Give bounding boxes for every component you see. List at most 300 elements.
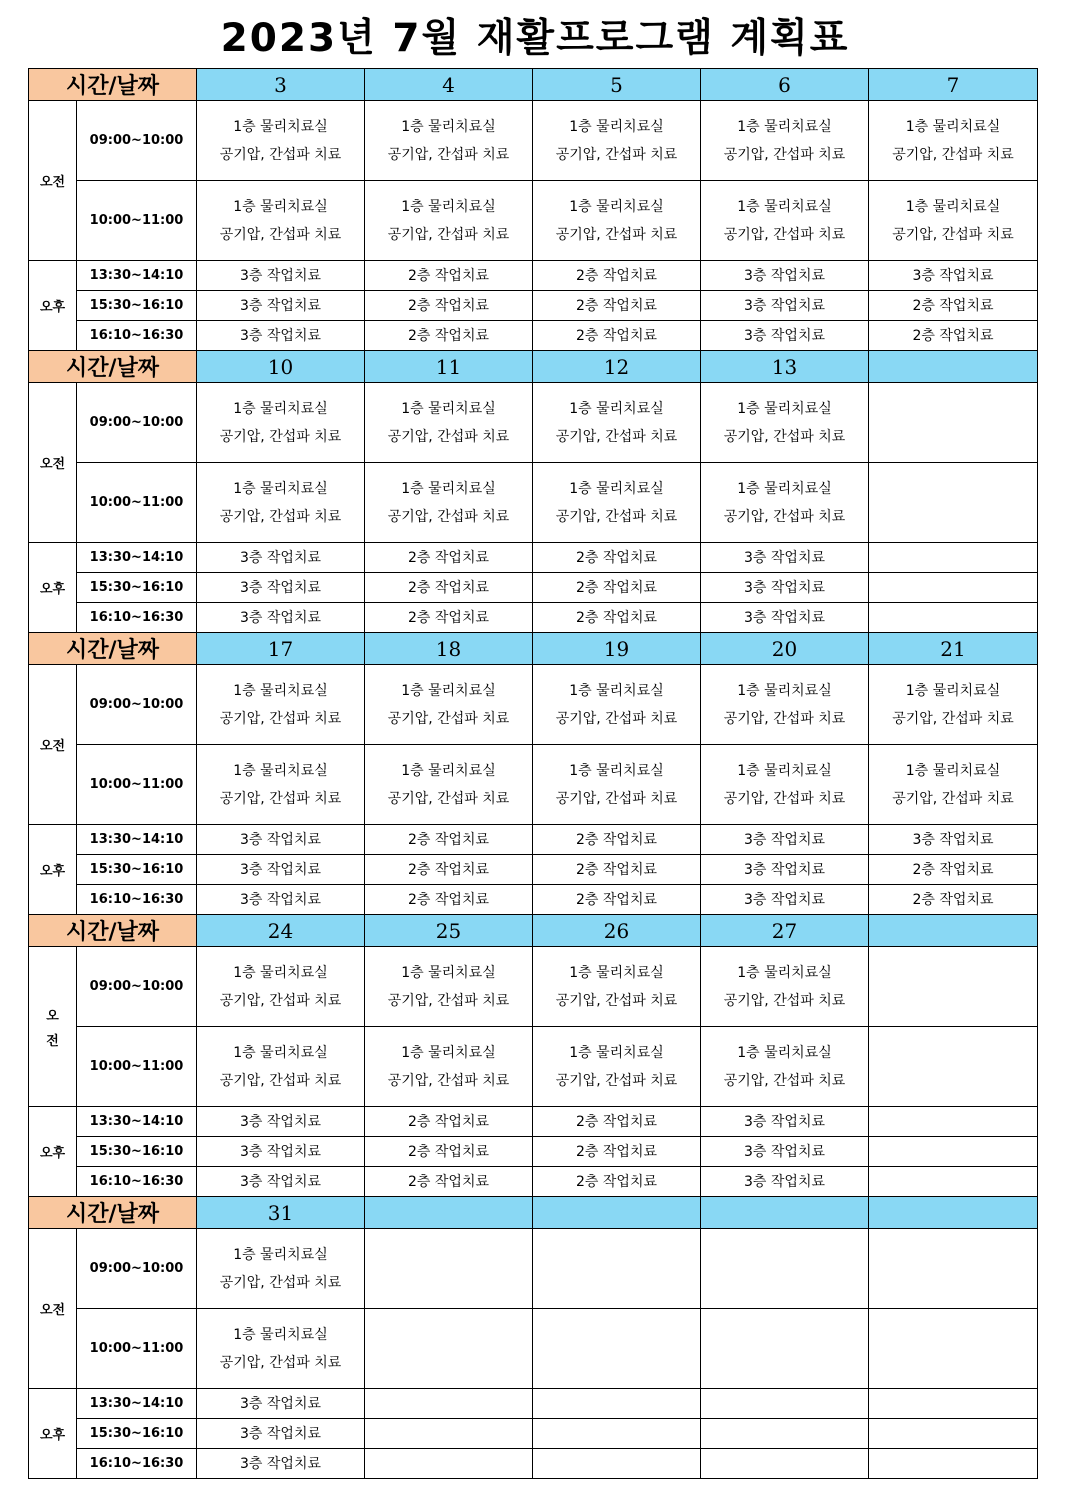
program-treatment: 공기압, 간섭파 치료 — [723, 1072, 846, 1089]
time-slot: 10:00~11:00 — [77, 1027, 197, 1107]
program-location: 1층 물리치료실 — [569, 480, 664, 497]
program-cell — [701, 181, 869, 261]
program-cell — [533, 1027, 701, 1107]
program-cell — [869, 573, 1038, 603]
program-treatment: 공기압, 간섭파 치료 — [387, 1072, 510, 1089]
program-cell — [533, 1389, 701, 1419]
program-cell: 3층 작업치료 — [701, 1167, 869, 1197]
program-cell: 3층 작업치료 — [197, 603, 365, 633]
afternoon-row — [29, 603, 1038, 633]
date-cell: 10 — [197, 351, 365, 383]
date-cell: 17 — [197, 633, 365, 665]
program-cell — [869, 1419, 1038, 1449]
program-cell — [365, 181, 533, 261]
program-location: 1층 물리치료실 — [401, 480, 496, 497]
week-header-row — [29, 915, 1038, 947]
program-cell: 2층 작업치료 — [533, 855, 701, 885]
program-cell — [869, 1027, 1038, 1107]
program-location: 1층 물리치료실 — [569, 400, 664, 417]
program-cell: 3층 작업치료 — [197, 885, 365, 915]
program-cell: 3층 작업치료 — [701, 825, 869, 855]
period-morning — [29, 383, 77, 543]
program-treatment: 공기압, 간섭파 치료 — [387, 790, 510, 807]
afternoon-row — [29, 1389, 1038, 1419]
afternoon-row — [29, 855, 1038, 885]
date-cell — [869, 1197, 1038, 1229]
time-slot: 13:30~14:10 — [77, 1107, 197, 1137]
time-slot: 09:00~10:00 — [77, 665, 197, 745]
morning-row — [29, 947, 1038, 1027]
program-cell — [365, 947, 533, 1027]
time-slot: 15:30~16:10 — [77, 573, 197, 603]
date-cell: 20 — [701, 633, 869, 665]
program-cell — [197, 665, 365, 745]
program-location: 1층 물리치료실 — [401, 118, 496, 135]
program-cell — [701, 947, 869, 1027]
schedule-table — [28, 68, 1038, 1479]
program-treatment: 공기압, 간섭파 치료 — [555, 508, 678, 525]
date-cell: 7 — [869, 69, 1038, 101]
afternoon-row — [29, 1107, 1038, 1137]
date-cell — [869, 351, 1038, 383]
program-location: 1층 물리치료실 — [569, 762, 664, 779]
program-cell: 3층 작업치료 — [701, 1137, 869, 1167]
time-slot: 09:00~10:00 — [77, 947, 197, 1027]
program-treatment: 공기압, 간섭파 치료 — [555, 710, 678, 727]
time-slot: 10:00~11:00 — [77, 745, 197, 825]
program-treatment: 공기압, 간섭파 치료 — [387, 146, 510, 163]
date-cell: 4 — [365, 69, 533, 101]
program-location: 1층 물리치료실 — [233, 682, 328, 699]
time-slot: 13:30~14:10 — [77, 825, 197, 855]
program-cell: 3층 작업치료 — [197, 291, 365, 321]
period-morning-label: 오전 — [39, 457, 66, 472]
program-cell: 2층 작업치료 — [533, 825, 701, 855]
program-cell: 3층 작업치료 — [197, 321, 365, 351]
program-cell — [365, 463, 533, 543]
date-cell: 13 — [701, 351, 869, 383]
afternoon-row — [29, 543, 1038, 573]
program-location: 1층 물리치료실 — [737, 198, 832, 215]
program-cell: 2층 작업치료 — [869, 321, 1038, 351]
program-treatment: 공기압, 간섭파 치료 — [723, 790, 846, 807]
program-cell: 3층 작업치료 — [197, 573, 365, 603]
program-cell: 3층 작업치료 — [701, 855, 869, 885]
program-location: 1층 물리치료실 — [905, 682, 1001, 699]
program-cell — [701, 1389, 869, 1419]
program-treatment: 공기압, 간섭파 치료 — [219, 226, 342, 243]
program-cell — [533, 1309, 701, 1389]
program-cell — [197, 181, 365, 261]
date-cell: 12 — [533, 351, 701, 383]
period-afternoon: 오후 — [29, 825, 77, 915]
program-cell: 2층 작업치료 — [365, 855, 533, 885]
program-cell: 3층 작업치료 — [701, 291, 869, 321]
time-slot: 15:30~16:10 — [77, 291, 197, 321]
date-cell: 6 — [701, 69, 869, 101]
program-treatment: 공기압, 간섭파 치료 — [892, 790, 1014, 807]
time-date-header: 시간/날짜 — [29, 351, 197, 383]
program-cell: 2층 작업치료 — [533, 291, 701, 321]
program-location: 1층 물리치료실 — [737, 682, 832, 699]
program-cell — [701, 1449, 869, 1479]
program-location: 1층 물리치료실 — [233, 762, 328, 779]
program-cell — [701, 1309, 869, 1389]
program-cell: 2층 작업치료 — [869, 885, 1038, 915]
program-cell — [197, 1027, 365, 1107]
period-morning-label: 오전 — [39, 1303, 66, 1318]
program-location: 1층 물리치료실 — [401, 964, 496, 981]
time-slot: 16:10~16:30 — [77, 885, 197, 915]
morning-row — [29, 463, 1038, 543]
program-cell — [197, 101, 365, 181]
morning-row — [29, 101, 1038, 181]
date-cell: 3 — [197, 69, 365, 101]
morning-row — [29, 665, 1038, 745]
program-location: 1층 물리치료실 — [233, 1246, 328, 1263]
program-cell: 2층 작업치료 — [533, 543, 701, 573]
program-cell — [869, 603, 1038, 633]
afternoon-row — [29, 825, 1038, 855]
program-cell: 2층 작업치료 — [533, 1107, 701, 1137]
program-cell: 2층 작업치료 — [533, 573, 701, 603]
time-slot: 13:30~14:10 — [77, 261, 197, 291]
program-cell — [701, 463, 869, 543]
program-location: 1층 물리치료실 — [401, 198, 496, 215]
program-cell — [365, 383, 533, 463]
program-cell: 2층 작업치료 — [533, 261, 701, 291]
program-cell: 3층 작업치료 — [197, 543, 365, 573]
program-location: 1층 물리치료실 — [401, 762, 496, 779]
program-cell — [533, 101, 701, 181]
program-cell — [533, 947, 701, 1027]
program-cell: 3층 작업치료 — [197, 1107, 365, 1137]
program-location: 1층 물리치료실 — [233, 964, 328, 981]
program-treatment: 공기압, 간섭파 치료 — [219, 1072, 342, 1089]
program-cell — [197, 1309, 365, 1389]
program-treatment: 공기압, 간섭파 치료 — [892, 226, 1014, 243]
program-cell: 2층 작업치료 — [533, 1167, 701, 1197]
date-cell: 27 — [701, 915, 869, 947]
afternoon-row — [29, 321, 1038, 351]
program-cell: 2층 작업치료 — [365, 1137, 533, 1167]
program-location: 1층 물리치료실 — [905, 198, 1001, 215]
program-location: 1층 물리치료실 — [233, 118, 328, 135]
date-cell — [365, 1197, 533, 1229]
program-location: 1층 물리치료실 — [737, 118, 832, 135]
time-date-header: 시간/날짜 — [29, 69, 197, 101]
program-treatment: 공기압, 간섭파 치료 — [892, 710, 1014, 727]
program-cell: 3층 작업치료 — [701, 321, 869, 351]
time-date-header: 시간/날짜 — [29, 915, 197, 947]
program-cell: 3층 작업치료 — [197, 1449, 365, 1479]
period-morning — [29, 101, 77, 261]
program-cell: 2층 작업치료 — [365, 291, 533, 321]
program-location: 1층 물리치료실 — [401, 400, 496, 417]
program-cell — [533, 463, 701, 543]
program-cell: 3층 작업치료 — [197, 1389, 365, 1419]
program-cell — [869, 1309, 1038, 1389]
program-location: 1층 물리치료실 — [233, 1326, 328, 1343]
program-location: 1층 물리치료실 — [737, 964, 832, 981]
program-cell — [533, 1229, 701, 1309]
program-treatment: 공기압, 간섭파 치료 — [219, 428, 342, 445]
afternoon-row — [29, 1137, 1038, 1167]
program-cell: 3층 작업치료 — [197, 825, 365, 855]
period-morning-label: 오전 — [39, 739, 66, 754]
program-cell — [533, 181, 701, 261]
program-cell: 2층 작업치료 — [365, 573, 533, 603]
program-location: 1층 물리치료실 — [905, 118, 1001, 135]
time-slot: 16:10~16:30 — [77, 321, 197, 351]
program-cell: 3층 작업치료 — [197, 1419, 365, 1449]
program-cell — [365, 665, 533, 745]
time-slot: 09:00~10:00 — [77, 383, 197, 463]
program-treatment: 공기압, 간섭파 치료 — [219, 1354, 342, 1371]
program-treatment: 공기압, 간섭파 치료 — [555, 992, 678, 1009]
program-cell — [701, 101, 869, 181]
program-location: 1층 물리치료실 — [737, 400, 832, 417]
program-cell: 3층 작업치료 — [197, 1167, 365, 1197]
program-cell — [869, 1167, 1038, 1197]
program-location: 1층 물리치료실 — [233, 400, 328, 417]
program-cell: 3층 작업치료 — [701, 261, 869, 291]
program-cell: 3층 작업치료 — [869, 261, 1038, 291]
program-cell: 3층 작업치료 — [869, 825, 1038, 855]
program-treatment: 공기압, 간섭파 치료 — [723, 710, 846, 727]
program-location: 1층 물리치료실 — [569, 964, 664, 981]
program-location: 1층 물리치료실 — [905, 762, 1001, 779]
program-treatment: 공기압, 간섭파 치료 — [387, 992, 510, 1009]
time-date-header: 시간/날짜 — [29, 1197, 197, 1229]
program-cell: 2층 작업치료 — [533, 321, 701, 351]
program-location: 1층 물리치료실 — [737, 762, 832, 779]
program-cell: 2층 작업치료 — [365, 1107, 533, 1137]
program-cell: 2층 작업치료 — [365, 543, 533, 573]
program-cell — [533, 665, 701, 745]
program-cell: 2층 작업치료 — [365, 885, 533, 915]
morning-row — [29, 1027, 1038, 1107]
program-cell: 3층 작업치료 — [197, 1137, 365, 1167]
program-cell: 2층 작업치료 — [533, 885, 701, 915]
program-cell: 3층 작업치료 — [701, 543, 869, 573]
program-cell: 3층 작업치료 — [701, 1107, 869, 1137]
period-afternoon: 오후 — [29, 543, 77, 633]
date-cell: 25 — [365, 915, 533, 947]
program-treatment: 공기압, 간섭파 치료 — [723, 226, 846, 243]
program-cell: 2층 작업치료 — [533, 1137, 701, 1167]
program-treatment: 공기압, 간섭파 치료 — [555, 428, 678, 445]
program-cell: 2층 작업치료 — [365, 603, 533, 633]
program-cell — [869, 1389, 1038, 1419]
program-cell — [869, 101, 1038, 181]
program-cell — [533, 1419, 701, 1449]
date-cell — [701, 1197, 869, 1229]
program-location: 1층 물리치료실 — [737, 1044, 832, 1061]
program-cell — [869, 665, 1038, 745]
program-cell: 2층 작업치료 — [365, 321, 533, 351]
period-afternoon: 오후 — [29, 261, 77, 351]
program-cell — [869, 383, 1038, 463]
program-treatment: 공기압, 간섭파 치료 — [387, 710, 510, 727]
program-cell — [365, 1389, 533, 1419]
afternoon-row — [29, 1449, 1038, 1479]
time-date-header: 시간/날짜 — [29, 633, 197, 665]
program-treatment: 공기압, 간섭파 치료 — [219, 146, 342, 163]
period-morning — [29, 1229, 77, 1389]
program-treatment: 공기압, 간섭파 치료 — [892, 146, 1014, 163]
program-location: 1층 물리치료실 — [569, 682, 664, 699]
time-slot: 10:00~11:00 — [77, 1309, 197, 1389]
program-treatment: 공기압, 간섭파 치료 — [555, 146, 678, 163]
program-location: 1층 물리치료실 — [569, 118, 664, 135]
time-slot: 09:00~10:00 — [77, 1229, 197, 1309]
time-slot: 09:00~10:00 — [77, 101, 197, 181]
afternoon-row — [29, 573, 1038, 603]
program-treatment: 공기압, 간섭파 치료 — [555, 226, 678, 243]
program-cell — [869, 1229, 1038, 1309]
program-treatment: 공기압, 간섭파 치료 — [387, 508, 510, 525]
time-slot: 10:00~11:00 — [77, 463, 197, 543]
program-location: 1층 물리치료실 — [401, 1044, 496, 1061]
program-cell — [701, 745, 869, 825]
program-treatment: 공기압, 간섭파 치료 — [723, 992, 846, 1009]
date-cell: 11 — [365, 351, 533, 383]
program-location: 1층 물리치료실 — [401, 682, 496, 699]
date-cell: 19 — [533, 633, 701, 665]
program-treatment: 공기압, 간섭파 치료 — [555, 1072, 678, 1089]
program-cell — [365, 1309, 533, 1389]
date-cell: 21 — [869, 633, 1038, 665]
program-cell — [197, 463, 365, 543]
program-cell — [869, 463, 1038, 543]
program-cell — [869, 1449, 1038, 1479]
time-slot: 16:10~16:30 — [77, 1449, 197, 1479]
period-afternoon: 오후 — [29, 1107, 77, 1197]
program-location: 1층 물리치료실 — [737, 480, 832, 497]
week-header-row — [29, 69, 1038, 101]
morning-row — [29, 1309, 1038, 1389]
program-treatment: 공기압, 간섭파 치료 — [555, 790, 678, 807]
program-location: 1층 물리치료실 — [569, 1044, 664, 1061]
program-cell: 3층 작업치료 — [701, 885, 869, 915]
time-slot: 15:30~16:10 — [77, 1419, 197, 1449]
program-location: 1층 물리치료실 — [233, 1044, 328, 1061]
program-cell — [533, 745, 701, 825]
program-cell — [701, 665, 869, 745]
program-cell: 2층 작업치료 — [365, 1167, 533, 1197]
program-cell — [869, 1137, 1038, 1167]
program-cell — [533, 1449, 701, 1479]
time-slot: 13:30~14:10 — [77, 543, 197, 573]
program-cell — [701, 1419, 869, 1449]
afternoon-row — [29, 1419, 1038, 1449]
week-header-row — [29, 1197, 1038, 1229]
date-cell: 24 — [197, 915, 365, 947]
program-cell — [869, 947, 1038, 1027]
period-morning-label: 오전 — [39, 175, 66, 190]
date-cell: 31 — [197, 1197, 365, 1229]
time-slot: 16:10~16:30 — [77, 603, 197, 633]
time-slot: 15:30~16:10 — [77, 855, 197, 885]
period-morning — [29, 947, 77, 1107]
program-cell — [197, 1229, 365, 1309]
program-treatment: 공기압, 간섭파 치료 — [387, 428, 510, 445]
program-treatment: 공기압, 간섭파 치료 — [219, 508, 342, 525]
date-cell: 18 — [365, 633, 533, 665]
program-location: 1층 물리치료실 — [569, 198, 664, 215]
program-cell: 2층 작업치료 — [869, 855, 1038, 885]
program-cell — [701, 383, 869, 463]
afternoon-row — [29, 1167, 1038, 1197]
program-treatment: 공기압, 간섭파 치료 — [723, 508, 846, 525]
program-treatment: 공기압, 간섭파 치료 — [723, 428, 846, 445]
program-treatment: 공기압, 간섭파 치료 — [387, 226, 510, 243]
program-cell — [701, 1229, 869, 1309]
date-cell — [533, 1197, 701, 1229]
program-cell — [869, 745, 1038, 825]
afternoon-row — [29, 291, 1038, 321]
program-cell — [365, 101, 533, 181]
program-cell: 3층 작업치료 — [197, 855, 365, 885]
program-cell: 2층 작업치료 — [533, 603, 701, 633]
afternoon-row — [29, 261, 1038, 291]
afternoon-row — [29, 885, 1038, 915]
program-cell — [365, 1229, 533, 1309]
program-cell — [869, 1107, 1038, 1137]
program-treatment: 공기압, 간섭파 치료 — [219, 992, 342, 1009]
program-cell — [869, 543, 1038, 573]
program-cell — [365, 1027, 533, 1107]
program-treatment: 공기압, 간섭파 치료 — [219, 1274, 342, 1291]
period-morning-char: 오 — [46, 1008, 59, 1024]
week-header-row — [29, 351, 1038, 383]
morning-row — [29, 745, 1038, 825]
time-slot: 13:30~14:10 — [77, 1389, 197, 1419]
time-slot: 16:10~16:30 — [77, 1167, 197, 1197]
program-treatment: 공기압, 간섭파 치료 — [723, 146, 846, 163]
program-location: 1층 물리치료실 — [233, 480, 328, 497]
period-morning-char: 전 — [46, 1033, 59, 1049]
time-slot: 10:00~11:00 — [77, 181, 197, 261]
program-cell — [197, 947, 365, 1027]
program-treatment: 공기압, 간섭파 치료 — [219, 710, 342, 727]
program-cell — [365, 1449, 533, 1479]
morning-row — [29, 1229, 1038, 1309]
period-morning — [29, 665, 77, 825]
program-cell — [365, 1419, 533, 1449]
date-cell: 5 — [533, 69, 701, 101]
program-location: 1층 물리치료실 — [233, 198, 328, 215]
morning-row — [29, 383, 1038, 463]
week-header-row — [29, 633, 1038, 665]
period-afternoon: 오후 — [29, 1389, 77, 1479]
program-cell — [365, 745, 533, 825]
program-treatment: 공기압, 간섭파 치료 — [219, 790, 342, 807]
program-cell: 3층 작업치료 — [701, 603, 869, 633]
program-cell: 3층 작업치료 — [701, 573, 869, 603]
time-slot: 15:30~16:10 — [77, 1137, 197, 1167]
program-cell: 2층 작업치료 — [365, 261, 533, 291]
date-cell: 26 — [533, 915, 701, 947]
program-cell: 3층 작업치료 — [197, 261, 365, 291]
program-cell: 2층 작업치료 — [365, 825, 533, 855]
program-cell — [533, 383, 701, 463]
program-cell — [197, 383, 365, 463]
morning-row — [29, 181, 1038, 261]
program-cell — [869, 181, 1038, 261]
program-cell: 2층 작업치료 — [869, 291, 1038, 321]
